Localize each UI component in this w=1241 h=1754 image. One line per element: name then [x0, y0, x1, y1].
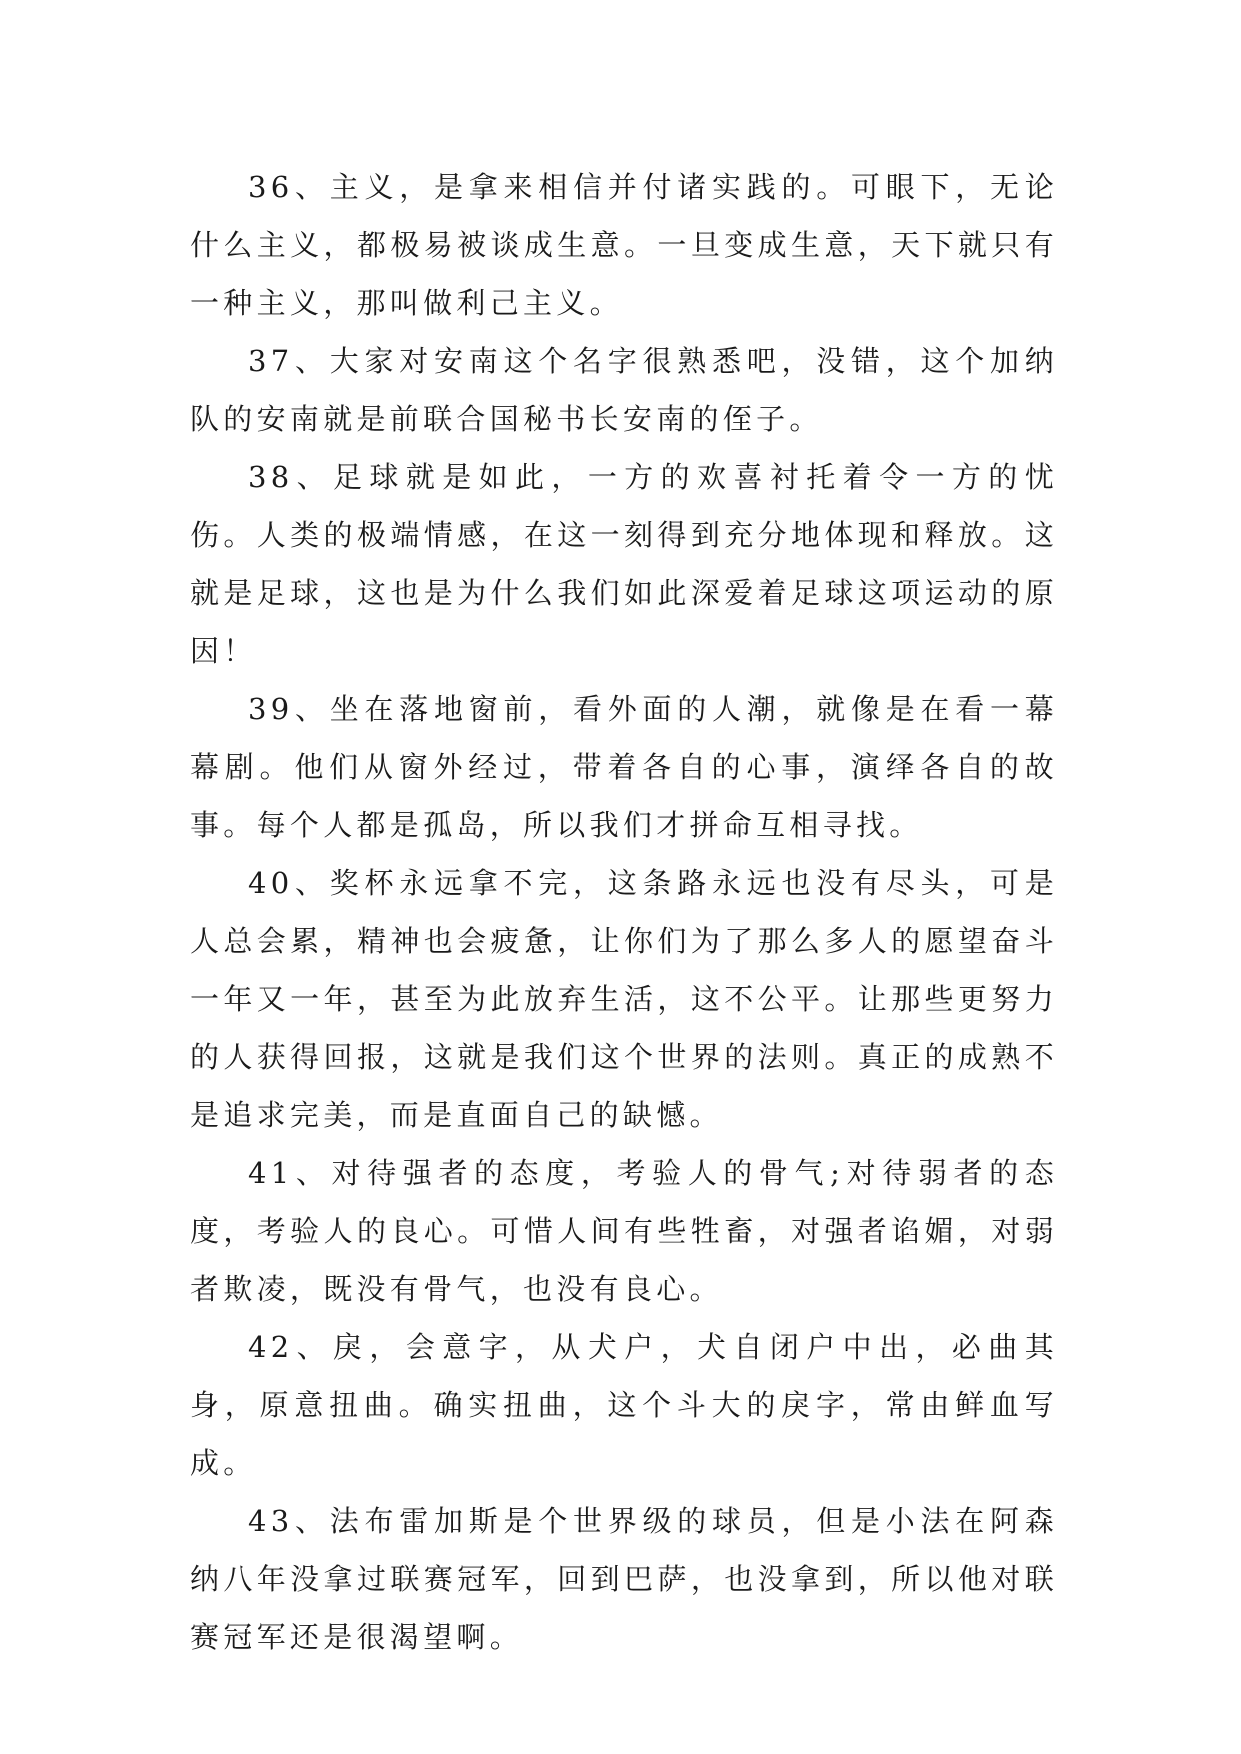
paragraph-43: 43、法布雷加斯是个世界级的球员，但是小法在阿森纳八年没拿过联赛冠军，回到巴萨，也没拿到，所以他对联赛冠军还是很渴望啊。 [190, 1504, 1058, 1654]
paragraph-36: 36、主义，是拿来相信并付诸实践的。可眼下，无论什么主义，都极易被谈成生意。一旦变成生意，天下就只有一种主义，那叫做利己主义。 [190, 170, 1058, 320]
document-body [190, 158, 1058, 1666]
paragraph-37: 37、大家对安南这个名字很熟悉吧，没错，这个加纳队的安南就是前联合国秘书长安南的侄子。 [190, 344, 1058, 436]
paragraph-38: 38、足球就是如此，一方的欢喜衬托着令一方的忧伤。人类的极端情感，在这一刻得到充分地体现和释放。这就是足球，这也是为什么我们如此深爱着足球这项运动的原因！ [190, 460, 1058, 668]
paragraph-39: 39、坐在落地窗前，看外面的人潮，就像是在看一幕幕剧。他们从窗外经过，带着各自的心事，演绎各自的故事。每个人都是孤岛，所以我们才拼命互相寻找。 [190, 692, 1058, 842]
paragraph-40: 40、奖杯永远拿不完，这条路永远也没有尽头，可是人总会累，精神也会疲惫，让你们为了那么多人的愿望奋斗一年又一年，甚至为此放弃生活，这不公平。让那些更努力的人获得回报，这就是我们这个世界的法则。真正的成熟不是追求完美，而是直面自己的缺憾。 [190, 866, 1058, 1132]
paragraph-41: 41、对待强者的态度，考验人的骨气;对待弱者的态度，考验人的良心。可惜人间有些牲畜，对强者谄媚，对弱者欺凌，既没有骨气，也没有良心。 [190, 1156, 1058, 1306]
paragraph-42: 42、戾，会意字，从犬户，犬自闭户中出，必曲其身，原意扭曲。确实扭曲，这个斗大的戾字，常由鲜血写成。 [190, 1330, 1058, 1480]
